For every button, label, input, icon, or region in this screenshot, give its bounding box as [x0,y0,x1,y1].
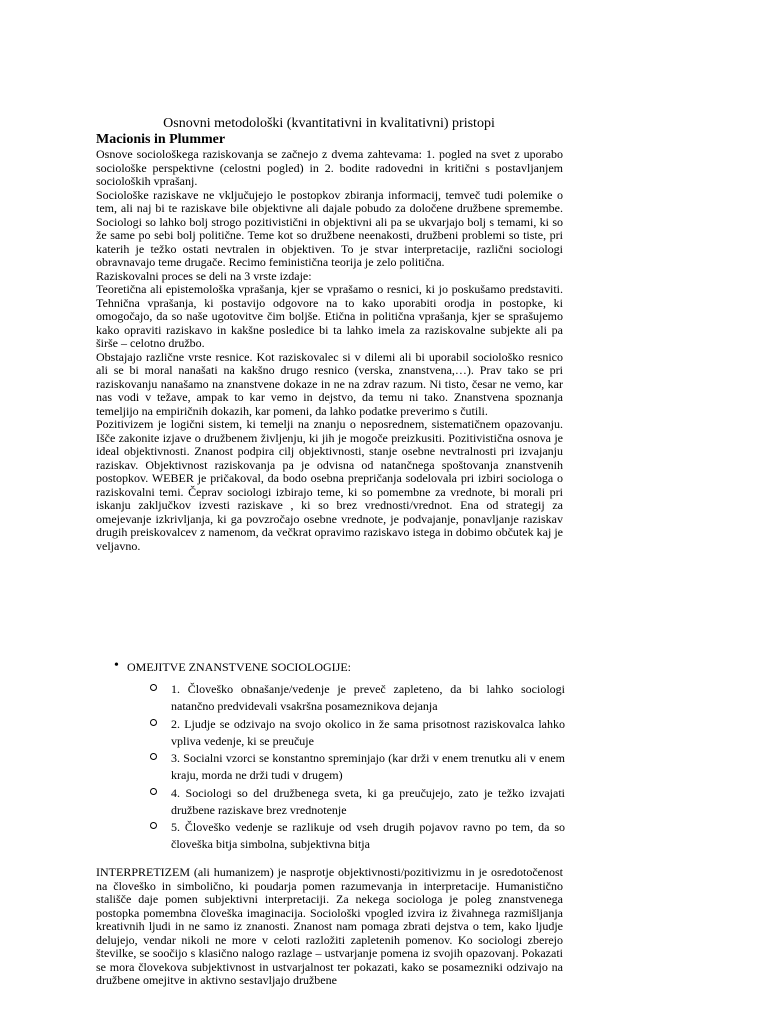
paragraph: Teoretična ali epistemološka vprašanja, kjer se vprašamo o resnici, ki jo poskušamo predstaviti. Tehnična vprašanja, ki postavijo odgovore na to kako uporabiti orodja in postopke, ki omogočajo, da so naše ugotovitve čim boljše. Etična in politična vprašanja, kjer se sprašujemo kako opraviti raziskavo in kakšne posledice bi ta lahko imela za raziskovalne subjekte ali pa širše – celotno družbo. [96,282,563,351]
list-item-text: 4. Sociologi so del družbenega sveta, ki ga preučujejo, zato je težko izvajati družbene raziskave brez vrednotenje [171,785,565,817]
list-item [149,750,565,785]
limitations-heading: OMEJITVE ZNANSTVENE SOCIOLOGIJE: [127,660,351,674]
bullet-icon: • [114,658,119,673]
list-item [149,819,565,854]
list-item-text: 3. Socialni vzorci se konstantno spreminjajo (kar drži v enem trenutku ali v enem kraju, morda ne drži tudi v drugem) [171,751,565,782]
limitations-heading-item [113,659,573,675]
list-item [149,785,565,820]
document-title: Osnovni metodološki (kvantitativni in kvalitativni) pristopi [163,116,495,131]
paragraph: Sociološke raziskave ne vključujejo le postopkov zbiranja informacij, temveč tudi polemike o tem, ali naj bi te raziskave bile objektivne ali dajale pobudo za določene družbene spremembe. Sociologi so lahko bolj strogo pozitivistični in objektivni ali pa se ukvarjajo bolj s temami, ki so že same po sebi bolj politične. Teme kot so družbene neenakosti, družbeni problemi so tiste, pri katerih je težko ostati nevtralen in objektiven. To je stvar interpretacije, različni sociologi obravnavajo teme drugače. Recimo feministična teorija je zelo politična. [96,187,563,270]
limitations-list [149,681,565,854]
body-text [96,148,563,553]
circle-bullet-icon [150,788,157,795]
circle-bullet-icon [150,719,157,726]
list-item [149,716,565,751]
circle-bullet-icon [150,753,157,760]
list-item-text: 1. Človeško obnašanje/vedenje je preveč zapleteno, da bi lahko sociologi natančno predvidevali vsakršna posameznikova dejanja [171,682,565,713]
paragraph: Raziskovalni proces se deli na 3 vrste izdaje: [96,268,312,283]
circle-bullet-icon [150,684,157,691]
circle-bullet-icon [150,822,157,829]
paragraph: Osnove sociološkega raziskovanja se začnejo z dvema zahtevama: 1. pogled na svet z uporabo sociološke perspektivne (celostni pogled) in 2. bodite radovedni in kritični s postavljanjem socioloških vprašanj. [96,147,563,189]
list-item-text: 2. Ljudje se odzivajo na svojo okolico in že sama prisotnost raziskovalca lahko vpliva vedenje, ki se preučuje [171,716,565,748]
document-subtitle: Macionis in Plummer [96,132,226,147]
list-item [149,681,565,716]
paragraph: Obstajajo različne vrste resnice. Kot raziskovalec si v dilemi ali bi uporabil sociološko resnico ali se bi moral nanašati na kakšno drugo resnico (verska, znanstvena,…). Prav tako se pri raziskovanju nanašamo na znanstvene dokaze in ne na zdrav razum. Ni tisto, česar ne vemo, kar nas vodi v težave, ampak to kar vemo in dejstvo, da temu ni tako. Znanstvena spoznanja temeljijo na empiričnih dokazih, kar pomeni, da lahko podatke preverimo s čutili. [96,349,563,418]
paragraph: Pozitivizem je logični sistem, ki temelji na znanju o neposrednem, sistematičnem opazovanju. Išče zakonite izjave o družbenem življenju, ki jih je mogoče preizkusiti. Pozitivistična osnova je ideal objektivnosti. Znanost podpira cilj objektivnosti, stanje osebne nevtralnosti pri izvajanju raziskav. Objektivnost raziskovanja pa je odvisna od natančnega spoštovanja znanstvenih postopkov. WEBER je pričakoval, da bodo osebna prepričanja sodelovala pri izbiri sociologa o raziskovalni temi. Čeprav sociologi izbirajo teme, ki so pomembne za vrednote, bi morali pri iskanju zaključkov izvesti raziskave , ki so brez vrednosti/vrednot. Ena od strategij za omejevanje izkrivljanja, ki ga povzročajo osebne vrednote, je podvajanje, ponavljanje raziskav drugih preiskovalcev z namenom, da večkrat opravimo raziskavo istega in dobimo občutek kaj je veljavno. [96,417,563,553]
limitations-section [113,658,573,851]
list-item-text: 5. Človeško vedenje se razlikuje od vseh drugih pojavov ravno po tem, da so človeška bitja simbolna, subjektivna bitja [171,820,565,851]
interpretism-paragraph: INTERPRETIZEM (ali humanizem) je nasprotje objektivnosti/pozitivizmu in je osredotočenost na človeško in simbolično, ki poudarja pomen razumevanja in interpretacije. Humanistično stališče daje pomen subjektivni interpretaciji. Za nekega sociologa je poleg znanstvenega postopka pomembna človeška imaginacija. Sociološki vpogled izvira iz živahnega razmišljanja kreativnih ljudi in ne samo iz znanosti. Znanost nam pomaga zbrati dejstva o tem, kako ljudje delujejo, vendar nikoli ne more v celoti razložiti zapletenih pomenov. Ko sociologi zberejo številke, se soočijo s klasično nalogo razlage – ustvarjanje pomena iz svojih opazovanj. Pokazati se mora človekova subjektivnost in ustvarjalnost ter pokazati, kako se posamezniki odzivajo na družbene omejitve in aktivno sestavljajo družbene [96,865,563,987]
